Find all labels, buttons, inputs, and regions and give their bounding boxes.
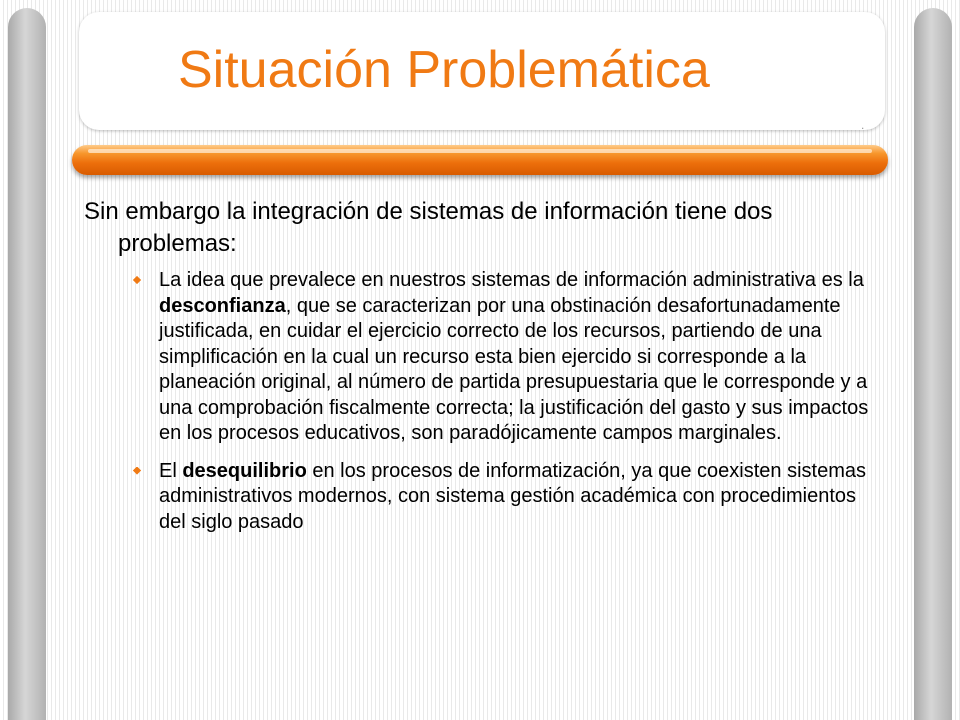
bullet-keyword: desequilibrio — [182, 459, 307, 482]
bullet-text-before: El — [159, 459, 183, 482]
bullet-item-desconfianza — [84, 268, 874, 447]
bullet-item-desequilibrio — [84, 459, 874, 536]
slide-body — [84, 196, 874, 547]
bullet-text-after: , que se caracterizan por una obstinación desafortunadamente justificada, en cuidar el ejercicio correcto de los recursos, partiendo de una simplificación en la cual un recurso esta bien ejercido si corresponde a la planeación original, al número de partida presupuestaria que le corresponde y a una comprobación fiscalmente correcta; la justificación del gasto y sus impactos en los procesos educativos, son paradójicamente campos marginales. — [159, 294, 869, 444]
right-decorative-bar — [914, 8, 952, 720]
orange-square-bullet-icon — [133, 467, 141, 475]
lead-paragraph: Sin embargo la integración de sistemas de información tiene dos problemas: — [84, 198, 773, 257]
orange-square-bullet-icon — [133, 276, 141, 284]
bullet-list — [84, 268, 874, 535]
title-mark: . — [861, 118, 865, 132]
slide-title: Situación Problemática — [178, 41, 710, 99]
bullet-keyword: desconfianza — [159, 294, 286, 317]
bullet-text-before: La idea que prevalece en nuestros sistemas de información administrativa es la — [159, 269, 864, 291]
bullet-text-after: en los procesos de informatización, ya que coexisten sistemas administrativos modernos, con sistema gestión académica con procedimientos del siglo pasado — [159, 459, 866, 533]
title-underline-bar — [72, 145, 888, 175]
left-decorative-bar — [8, 8, 46, 720]
